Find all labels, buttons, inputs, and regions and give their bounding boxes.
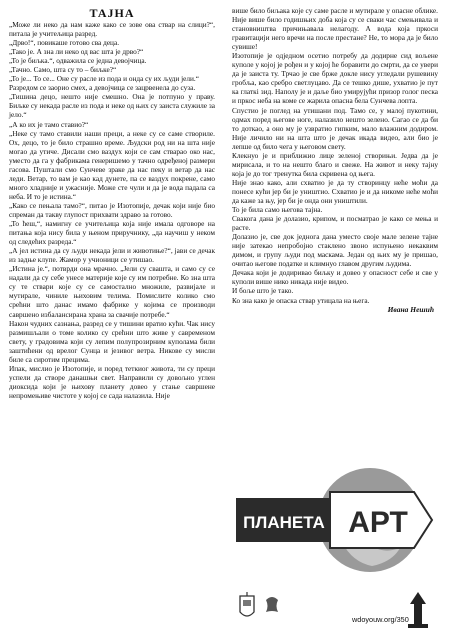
paragraph: „Како се пењала тамо?“, питао је Изотопије, дечак који није био спреман да такву глупост прихвати здраво за готово. — [9, 200, 215, 219]
paragraph: Након чудних сазнања, разред се у тишини вратио кући. Чак нису размишљали о томе колико су срећни што живе у савременом свету, у градовима који су лепим полупрозирним куполама били заштићени од врелог Сунца и језивог ветра. Никове су мисли биле са сиротим прецима. — [9, 318, 215, 364]
footer-emblems — [232, 588, 438, 632]
logo-left-word: ПЛАНЕТА — [243, 513, 325, 532]
paragraph: Свакога дана је долазио, крипом, и посматрао је како се мења и расте. — [232, 214, 438, 233]
paragraph: више било биљака које су саме расле и мутирале у опасне облике. Није више било годишњих доба која су се сваки час смењивала и становништва причињавала нелагоду. А вода која пркоси гравитацији него вречи на после престане? Не, то мора да је било сувише! — [232, 6, 438, 52]
logo-right-word: АРТ — [348, 506, 408, 539]
paragraph: „То ћеш,“, намигну се учитељица која није имала одговоре на питања која нису била у њеном приручнику, „да научиш у неком од следећих разреда.“ — [9, 219, 215, 247]
paragraph: Ипак, мислио је Изотопије, и поред теткиог живота, ти су преци успели да створе данашњи свет. Направили су довољно углен диоксида који је њихову планету довео у стање савршене непромењиве чистоте у којој се сада налазила. Није — [9, 363, 215, 400]
coat-of-arms-icon — [240, 592, 254, 616]
right-column — [232, 6, 438, 314]
paragraph: „Истина је.“, потврди она мрачно. „Јели су сваштa, и само су се надали да су себе унесе материје које су им потребне. Ко зна шта су те ствари које су се самостално множиле, развијале и мутирале, чиниле њиховим телима. Помислите колико смо срећни што данас имамо фабрике у којима се производи савршено избалансирана храна за свачије потребе.“ — [9, 264, 215, 319]
planeta-art-logo — [232, 462, 438, 586]
paragraph: „То је... То се... Оне су расле из пода и онда су их људи јели.“ — [9, 74, 199, 84]
footer-url: wdoyouw.org/350 — [352, 615, 409, 624]
paragraph: Клекнуо је и приближио лице зеленој створињи. Једва да је мирисала, и то на нешто благо и свеже. На живот и неку тајну која је до тог тренутка била скривена од њега. — [232, 150, 438, 178]
paragraph: „Тачно. Само, шта су то – биљке?“ — [9, 65, 117, 75]
left-column — [9, 6, 215, 400]
paragraph: Разредом се заорио смех, а девојчица се зацрвенела до суза. — [9, 83, 196, 93]
paragraph: Изотопије је одједном осетио потребу да додирне сид вољене куполе у којој је рођен и у којој ће боравити до смрти, да се увери да је заиста ту. Трчао је све брже докле нису угледали рушевину гробља, као сребро светлуцаво. Да се тешко дише, ухватио је пут ка глаткi зид. Наполу је и даље био умирујући призор голог песка и пркос неба на коме се жарила опасна бела Сунчева лопта. — [232, 51, 438, 106]
paragraph: „Неке су тамо ставили наши преци, а неке су се саме створиле. Ох, децо, то је било страшно време. Људски род ни на шта није могао да утиче. Дисали смо ваздух који се сам стварао око нас, уместо да га у фабрикама генеришемо у тачно одређеној размери гасова. Пуштали смо Сунчеве зраке да нас пеку и ветар да нас леди. Ветар, то вам је као кад дунете, па се ваздух покрене, само много хладније и ужасније. Може сте чули и да је вода падала са неба. И то је истина.“ — [9, 128, 215, 201]
paragraph: „А ко их је тамо ставио?“ — [9, 119, 89, 129]
paragraph: То је била само његова тајна. — [232, 205, 323, 215]
author-name: Ивана Нешић — [387, 304, 434, 314]
paragraph: „То је биљка.“, одважила се једна девојчица. — [9, 56, 147, 66]
paragraph: „Дрво!“, повикаше готово сва деца. — [9, 38, 120, 48]
paragraph: И боље што је тако. — [232, 286, 294, 296]
paragraph: Долазио је, све док једнога дана уместо своје мале зелене тајне није затекао непробојно стаклено звоно испуњено некаквим димом, и групу људи под маскама. Један од њих му је пришао, очитао његове податке и климнуо главом другим људима. — [232, 232, 438, 269]
article-title: ТАЈНА — [89, 6, 135, 20]
bird-emblem-icon — [266, 597, 278, 612]
paragraph: Спустио је поглед на утишани под. Тамо се, у малој пукотини, одмах поред његове ноге, налазило нешто зелено. Сагао се да би то доткао, а оно му је узвратио гипким, мало влажним додиром. Није личило ни на шта што је дечак икада видео, али био је лепше од било чега у његовом свету. — [232, 105, 438, 151]
paragraph: Није знао како, али схватио је да ту створинцу неће моћи да понесе кући јер би је уништио. Схватио је и да никоме неће моћи да каже за њу, јер би је онда они уништили. — [232, 177, 438, 205]
paragraph: „Може ли неко да нам каже како се зове ова ствар на слици?“, питала је учитељица разред. — [9, 20, 215, 39]
paragraph: „А јел истина да су људи некада јели и животиње?“, јави се дечак из задње клупе. Жамор у учионици се утишао. — [9, 246, 215, 265]
paragraph: Дечака који је додиривао биљку и довео у опасност себе и све у куполи више нико никада није видео. — [232, 268, 438, 287]
tower-emblem-icon — [408, 592, 428, 628]
paragraph: „Тишина децо, нешто није смешно. Она је потпуно у праву. Биљке су некада расле из пода и неке од њих су заиста служиле за јело.“ — [9, 92, 215, 120]
paragraph: „Тако је. А зна ли неко од вас шта је дрво?“ — [9, 47, 144, 57]
paragraph: Ко зна како је опаска ствар утицала на њега. — [232, 295, 370, 305]
